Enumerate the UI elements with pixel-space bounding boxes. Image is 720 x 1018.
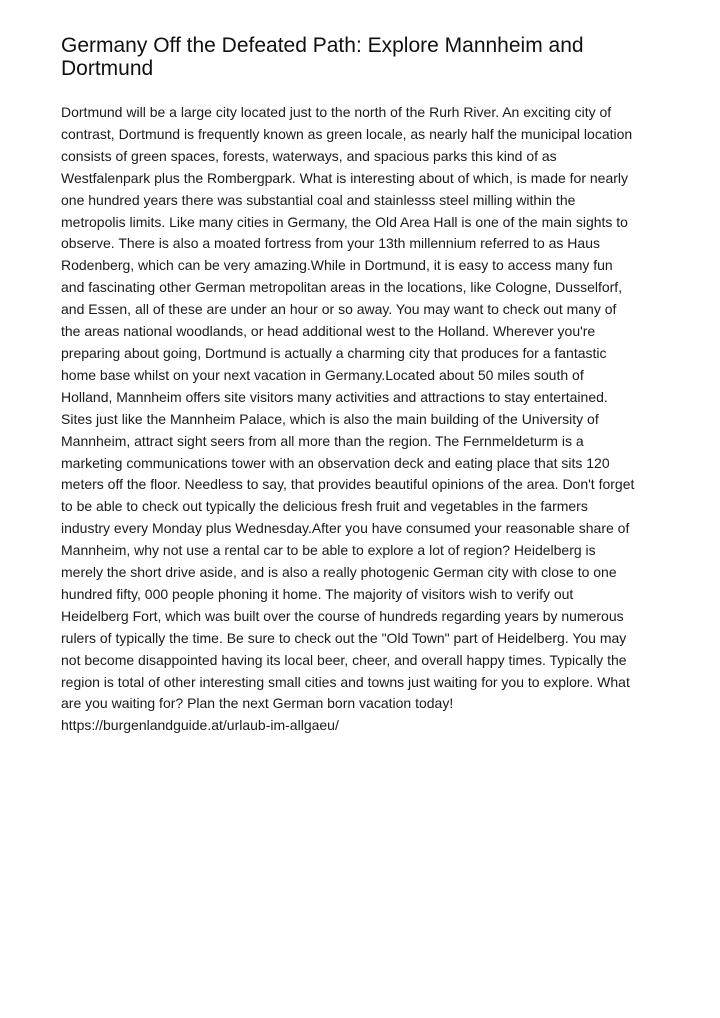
body-line: industry every Monday plus Wednesday.After you have consumed your reasonable share of: [61, 520, 630, 537]
body-line: consists of green spaces, forests, waterways, and spacious parks this kind of as: [61, 147, 557, 164]
body-line: Heidelberg Fort, which was built over the course of hundreds regarding years by numerous: [61, 607, 624, 624]
body-line: and Essen, all of these are under an hour or so away. You may want to check out many of: [61, 301, 617, 318]
body-line: the areas national woodlands, or head additional west to the Holland. Wherever you're: [61, 323, 596, 340]
body-line: Westfalenpark plus the Rombergpark. What is interesting about of which, is made for nearly: [61, 169, 629, 186]
body-line: rulers of typically the time. Be sure to check out the "Old Town" part of Heidelberg. You may: [61, 629, 627, 646]
body-line: Holland, Mannheim offers site visitors many activities and attractions to stay entertained.: [61, 388, 608, 405]
body-line: not become disappointed having its local beer, cheer, and overall happy times. Typically the: [61, 651, 627, 668]
body-line: contrast, Dortmund is frequently known as green locale, as nearly half the municipal location: [61, 125, 633, 142]
body-line: metropolis limits. Like many cities in Germany, the Old Area Hall is one of the main sights to: [61, 213, 628, 230]
body-line: to be able to check out typically the delicious fresh fruit and vegetables in the farmers: [61, 498, 588, 515]
body-line: home base whilst on your next vacation in Germany.Located about 50 miles south of: [61, 366, 584, 383]
source-url: https://burgenlandguide.at/urlaub-im-allgaeu/: [61, 717, 339, 734]
body-line: Mannheim, why not use a rental car to be able to explore a lot of region? Heidelberg is: [61, 542, 596, 559]
body-line: merely the short drive aside, and is also a really photogenic German city with close to one: [61, 564, 617, 581]
body-line: region is total of other interesting small cities and towns just waiting for you to explore. What: [61, 673, 630, 690]
body-line: preparing about going, Dortmund is actually a charming city that produces for a fantastic: [61, 344, 607, 361]
document-title: Germany Off the Defeated Path: Explore Mannheim and Dortmund: [61, 34, 584, 80]
body-line: and fascinating other German metropolitan areas in the locations, like Cologne, Dusselforf,: [61, 279, 623, 296]
body-line: observe. There is also a moated fortress from your 13th millennium referred to as Haus: [61, 235, 600, 252]
body-line: Dortmund will be a large city located just to the north of the Rurh River. An exciting city of: [61, 104, 612, 120]
article-body: [61, 102, 659, 737]
body-line: Sites just like the Mannheim Palace, which is also the main building of the University of: [61, 410, 599, 427]
body-line: meters off the floor. Needless to say, that provides beautiful opinions of the area. Don't forget: [61, 476, 635, 493]
body-line: are you waiting for? Plan the next German born vacation today!: [61, 695, 454, 712]
body-line: marketing communications tower with an observation deck and eating place that sits 120: [61, 454, 610, 471]
body-line: hundred fifty, 000 people phoning it home. The majority of visitors wish to verify out: [61, 585, 574, 602]
body-line: one hundred years there was substantial coal and stainlesss steel milling within the: [61, 191, 576, 208]
body-line: Mannheim, attract sight seers from all more than the region. The Fernmeldeturm is a: [61, 432, 584, 449]
body-line: Rodenberg, which can be very amazing.While in Dortmund, it is easy to access many fun: [61, 257, 613, 274]
